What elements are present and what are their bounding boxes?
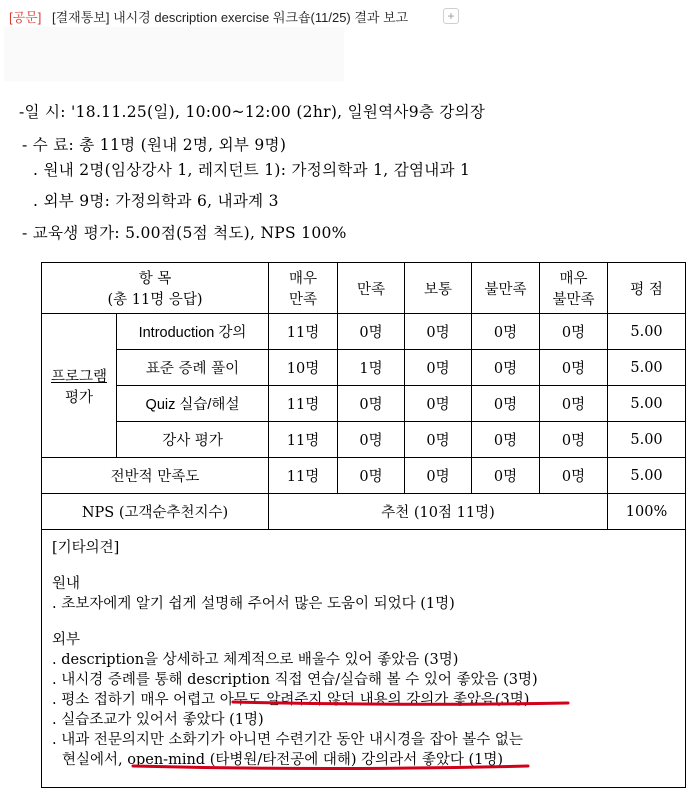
cell-very-dissatisfied: 0명 [540,422,608,458]
program-evaluation-group: 프로그램 평가 [42,314,117,458]
cell-satisfied: 0명 [338,314,405,350]
cell-very-dissatisfied: 0명 [540,350,608,386]
cell-average: 5.00 [608,386,686,422]
nps-value: 추천 (10점 11명) [269,494,608,530]
header-very-dissatisfied: 매우 불만족 [540,263,608,314]
cell-average: 5.00 [608,458,686,494]
cell-dissatisfied: 0명 [472,458,540,494]
cell-satisfied: 0명 [338,422,405,458]
remarks-row [42,530,686,788]
cell-very-satisfied: 11명 [269,314,338,350]
table-row [42,422,686,458]
cell-average: 5.00 [608,350,686,386]
cell-neutral: 0명 [405,386,472,422]
external-attendees-line: . 외부 9명: 가정의학과 6, 내과계 3 [33,192,279,210]
nps-percent: 100% [608,494,686,530]
overall-row [42,458,686,494]
cell-very-satisfied: 10명 [269,350,338,386]
cell-dissatisfied: 0명 [472,386,540,422]
table-row [42,314,686,350]
cell-satisfied: 1명 [338,350,405,386]
header-very-satisfied: 매우 만족 [269,263,338,314]
row-label: Introduction 강의 [117,314,269,350]
row-label: Quiz 실습/해설 [117,386,269,422]
remarks-title: [기타의견] [52,540,120,556]
cell-neutral: 0명 [405,314,472,350]
row-label: 강사 평가 [117,422,269,458]
internal-comment: . 초보자에게 알기 쉽게 설명해 주어서 많은 도움이 되었다 (1명) [52,596,455,612]
cell-neutral: 0명 [405,422,472,458]
cell-average: 5.00 [608,314,686,350]
message-title: [결재통보] 내시경 description exercise 워크숍(11/25) 결과 보고 [52,10,409,25]
cell-dissatisfied: 0명 [472,422,540,458]
row-label: 표준 증례 풀이 [117,350,269,386]
cell-very-dissatisfied: 0명 [540,386,608,422]
cell-dissatisfied: 0명 [472,314,540,350]
cell-very-dissatisfied: 0명 [540,458,608,494]
cell-satisfied: 0명 [338,458,405,494]
table-row [42,350,686,386]
external-title: 외부 [52,632,81,648]
external-comment: . 내과 전문의지만 소화기가 아니면 수련기간 동안 내시경을 잡아 볼수 없는 [52,732,523,748]
internal-attendees-line: . 원내 2명(임상강사 1, 레지던트 1): 가정의학과 1, 감염내과 1 [33,161,471,179]
cell-average: 5.00 [608,422,686,458]
cell-neutral: 0명 [405,350,472,386]
evaluation-table [41,262,686,788]
cell-dissatisfied: 0명 [472,350,540,386]
table-row [42,386,686,422]
official-tag: [공문] [9,10,42,25]
message-header [0,0,696,30]
external-comment-continued: 현실에서, open-mind (타병원/타전공에 대해) 강의라서 좋았다 (1명) [62,752,503,768]
cell-very-satisfied: 11명 [269,386,338,422]
row-label: 전반적 만족도 [42,458,269,494]
nps-row [42,494,686,530]
add-icon[interactable]: + [443,8,459,24]
cell-very-dissatisfied: 0명 [540,314,608,350]
blank-area [4,27,344,81]
external-comment: . description을 상세하고 체계적으로 배울수 있어 좋았음 (3명) [52,652,459,668]
external-comment: . 평소 접하기 매우 어렵고 아무도 알려주지 않던 내용의 강의가 좋았음(3명) [52,692,530,708]
completion-line: - 수 료: 총 11명 (원내 2명, 외부 9명) [22,136,287,154]
external-comment: . 내시경 증례를 통해 description 직접 연습/실습해 볼 수 있어 좋았음 (3명) [52,672,538,688]
evaluation-summary-line: - 교육생 평가: 5.00점(5점 척도), NPS 100% [22,224,347,242]
header-average: 평 점 [608,263,686,314]
table-header-row [42,263,686,314]
header-dissatisfied: 불만족 [472,263,540,314]
header-item: 항 목 (총 11명 응답) [42,263,269,314]
header-satisfied: 만족 [338,263,405,314]
cell-very-satisfied: 11명 [269,422,338,458]
cell-very-satisfied: 11명 [269,458,338,494]
cell-satisfied: 0명 [338,386,405,422]
remarks-cell [42,530,686,788]
internal-title: 원내 [52,576,81,592]
header-neutral: 보통 [405,263,472,314]
nps-label: NPS (고객순추천지수) [42,494,269,530]
cell-neutral: 0명 [405,458,472,494]
external-comment: . 실습조교가 있어서 좋았다 (1명) [52,712,264,728]
schedule-line: -일 시: '18.11.25(일), 10:00~12:00 (2hr), 일원역사9층 강의장 [19,103,486,121]
